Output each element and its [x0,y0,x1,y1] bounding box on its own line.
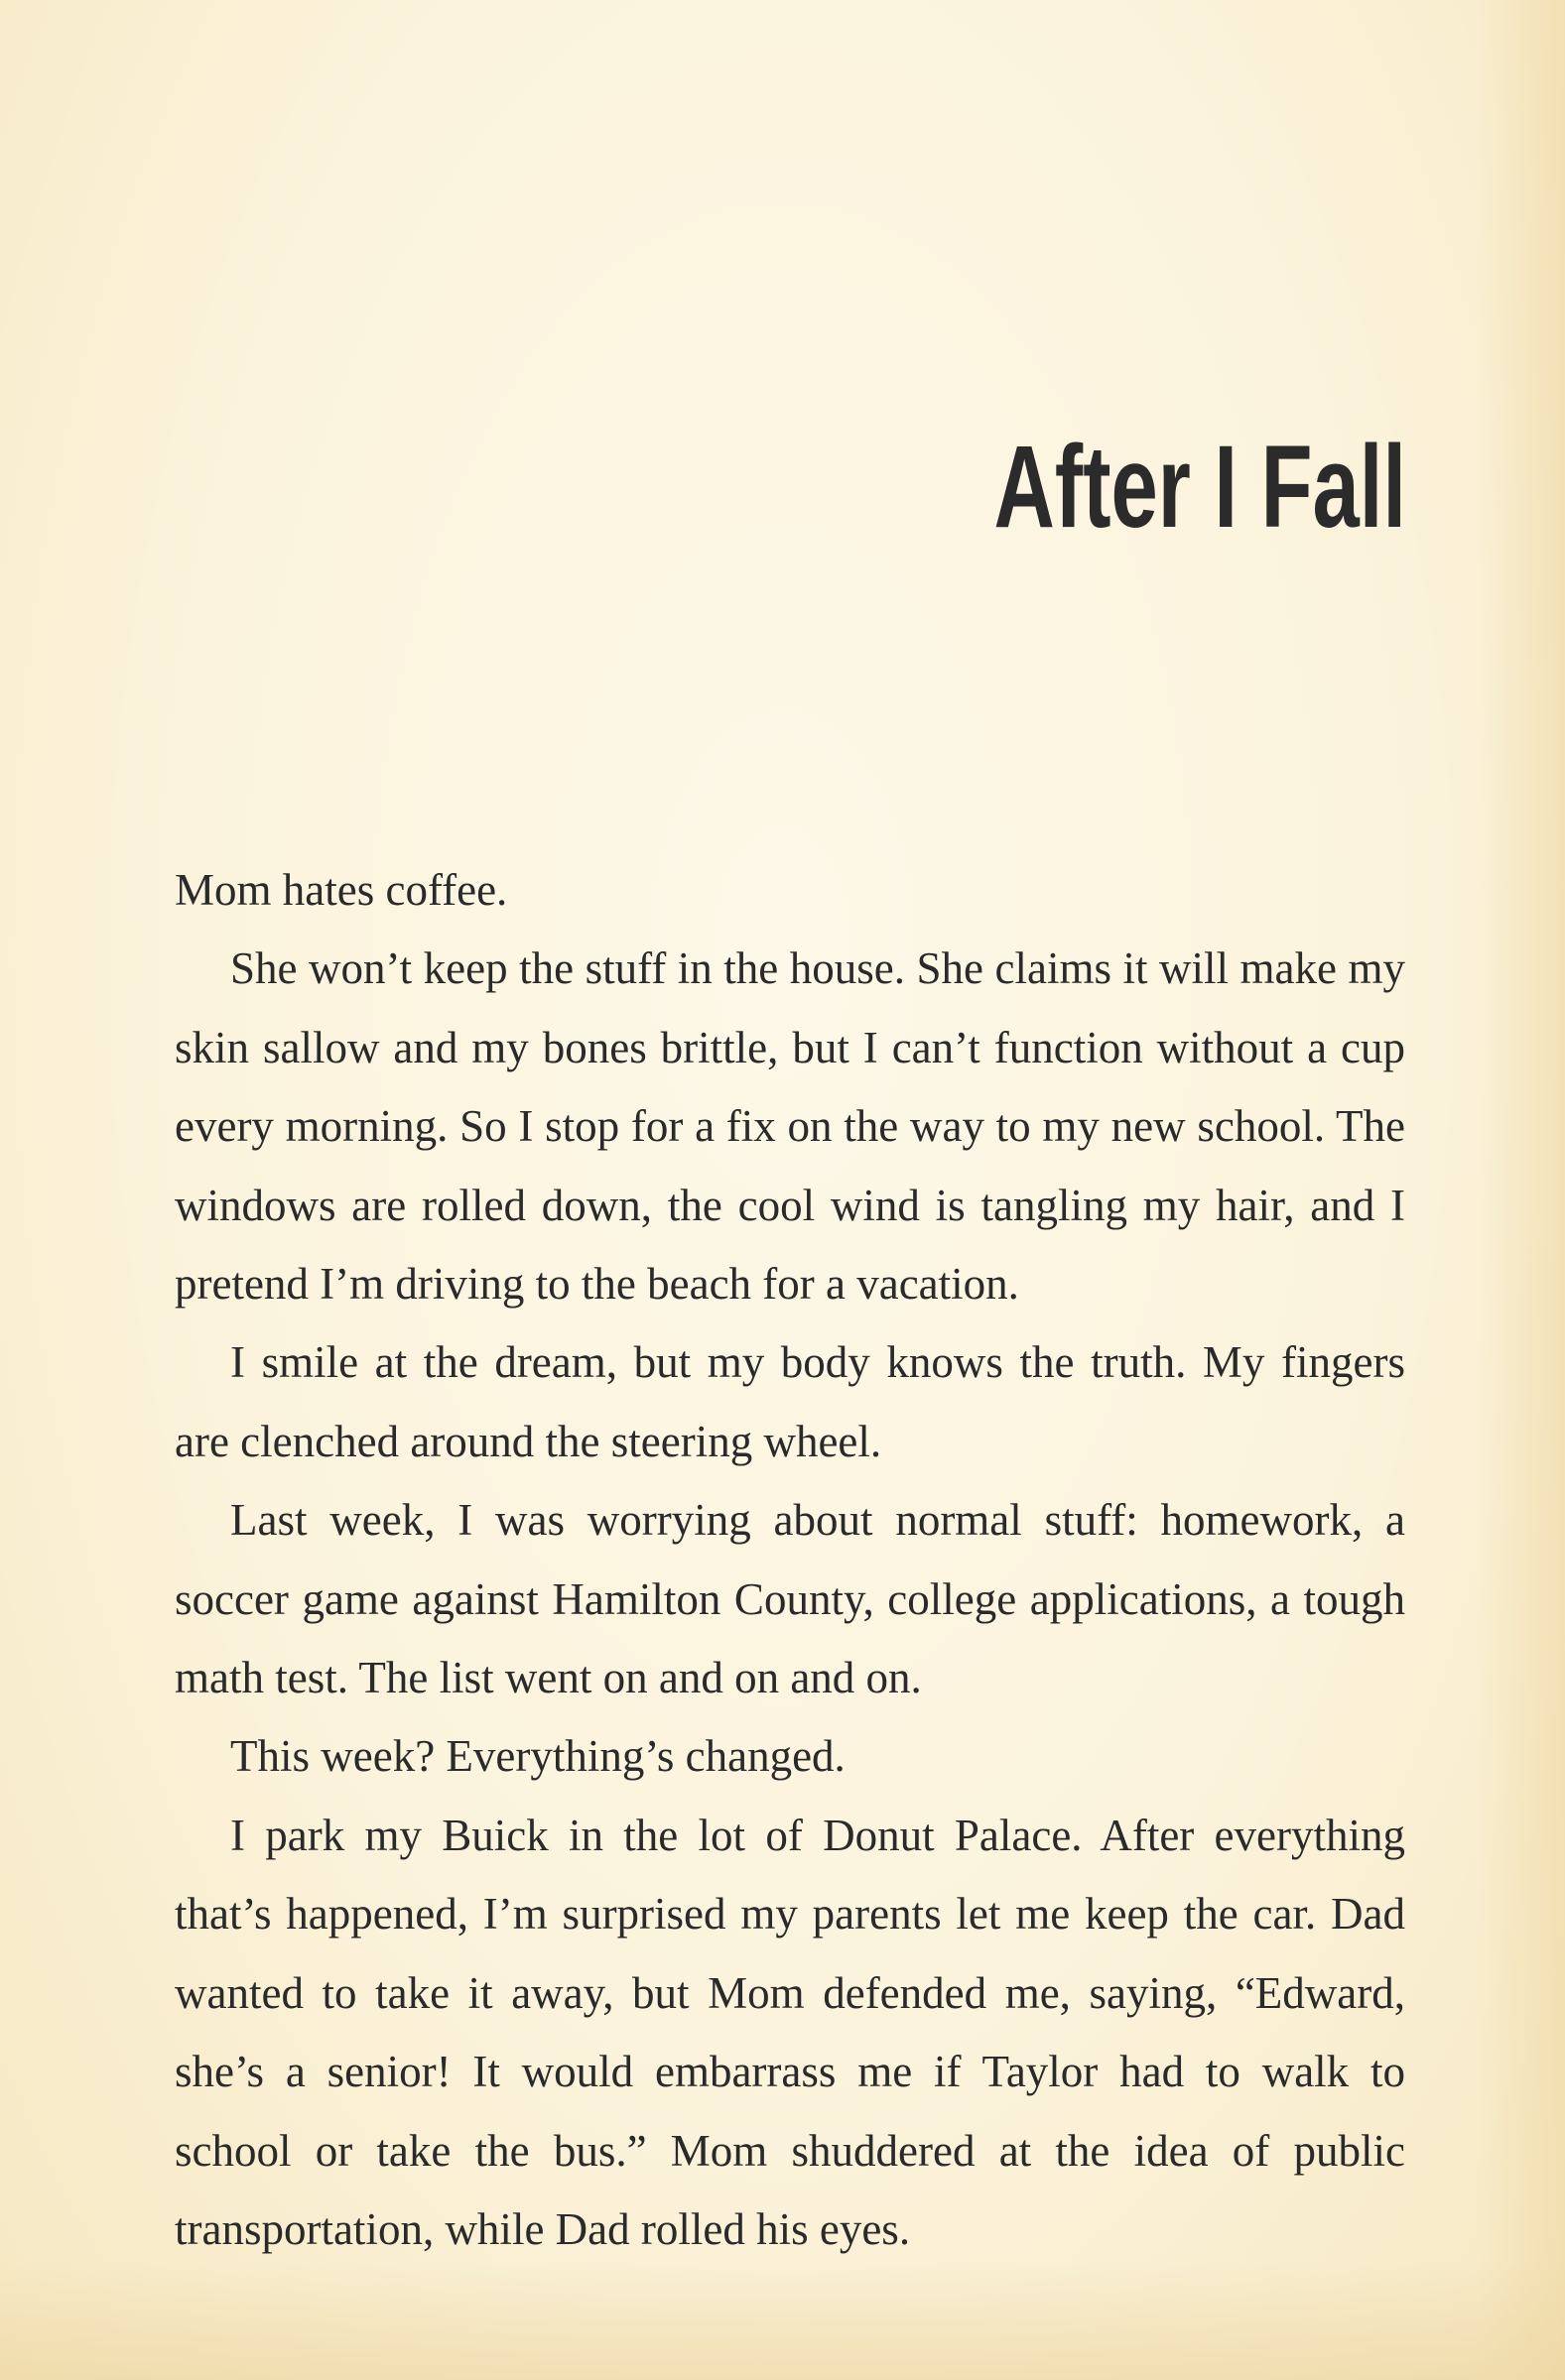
paragraph: She won’t keep the stuff in the house. She claims it will make my skin sallow and my bones brittle, but I can’t function without a cup every morning. So I stop for a fix on the way to my new school. The windows are rolled down, the cool wind is tangling my hair, and I pretend I’m driving to the beach for a vacation. [175,943,1405,1310]
chapter-title: After I Fall [993,422,1406,553]
paragraph: Mom hates coffee. [175,865,508,915]
page-edge-shading-bottom [0,2261,1565,2380]
paragraph: I park my Buick in the lot of Donut Palace. After everything that’s happened, I’m surprised my parents let me keep the car. Dad wanted to take it away, but Mom defended me, saying, “Edward, she’s a senior! It would embarrass me if Taylor had to walk to school or take the bus.” Mom shuddered at the idea of public transportation, while Dad rolled his eyes. [175,1810,1405,2254]
paragraph: This week? Everything’s changed. [230,1731,846,1782]
chapter-body [175,851,1405,2269]
paragraph: Last week, I was worrying about normal stuff: homework, a soccer game against Hamilton County, college applications, a tough math test. The list went on and on and on. [175,1495,1405,1703]
page-edge-shading-right [1476,0,1565,2380]
paragraph: I smile at the dream, but my body knows the truth. My fingers are clenched around the steering wheel. [175,1337,1405,1466]
